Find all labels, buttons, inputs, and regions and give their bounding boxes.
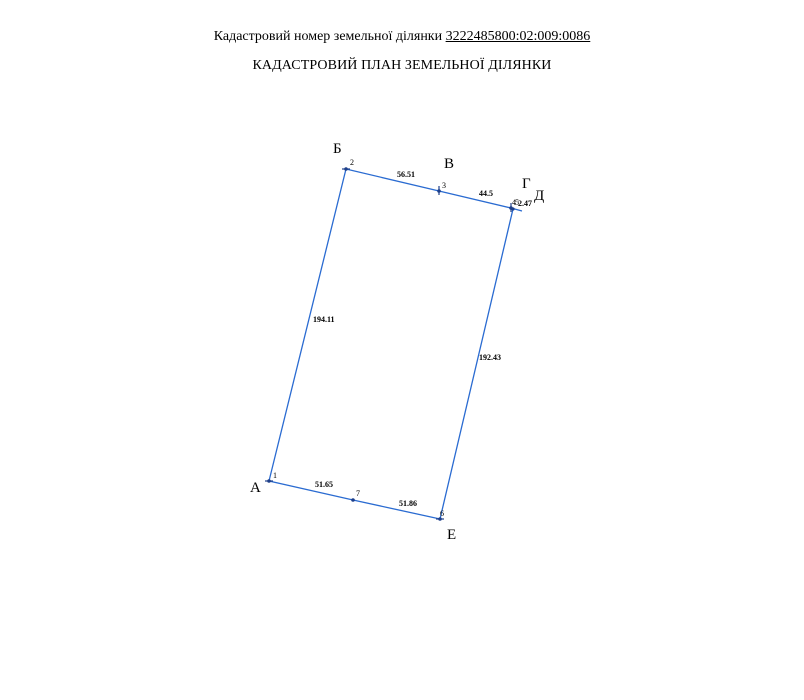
- edge-length-1-2: 194.11: [313, 315, 335, 324]
- edge-length-2-3: 56.51: [397, 170, 415, 179]
- edge-length-3-4: 44.5: [479, 189, 493, 198]
- point-number-3: 3: [442, 181, 446, 190]
- point-number-4: 4: [512, 198, 516, 207]
- corner-letter-A: А: [250, 480, 261, 496]
- point-number-6: 6: [440, 509, 444, 518]
- edge-length-6-7: 51.86: [399, 499, 417, 508]
- cadastral-number-value: 3222485800:02:009:0086: [445, 29, 591, 44]
- point-number-7: 7: [356, 489, 360, 498]
- corner-letter-B: Б: [333, 141, 342, 157]
- corner-letter-V: В: [444, 156, 455, 172]
- corner-letter-G: Г: [522, 176, 531, 192]
- corner-letter-D: Д: [534, 188, 545, 204]
- edge-length-4-5: 2.47: [518, 199, 532, 208]
- vertex-point-5: [511, 207, 514, 210]
- edge-length-7-1: 51.65: [315, 480, 333, 489]
- edge-length-5-6: 192.43: [479, 353, 501, 362]
- vertex-point-2: [344, 167, 348, 171]
- point-number-1: 1: [273, 471, 277, 480]
- point-number-2: 2: [350, 158, 354, 167]
- parcel-boundary: [269, 169, 513, 519]
- cadastral-number-label: Кадастровий номер земельної ділянки: [213, 29, 443, 44]
- vertex-point-1: [267, 479, 271, 483]
- plan-title: КАДАСТРОВИЙ ПЛАН ЗЕМЕЛЬНОЇ ДІЛЯНКИ: [252, 58, 552, 73]
- vertex-point-3: [437, 189, 441, 193]
- vertex-point-7: [351, 498, 355, 502]
- corner-letter-E: Е: [447, 527, 457, 543]
- point-number-5: 5: [515, 198, 519, 207]
